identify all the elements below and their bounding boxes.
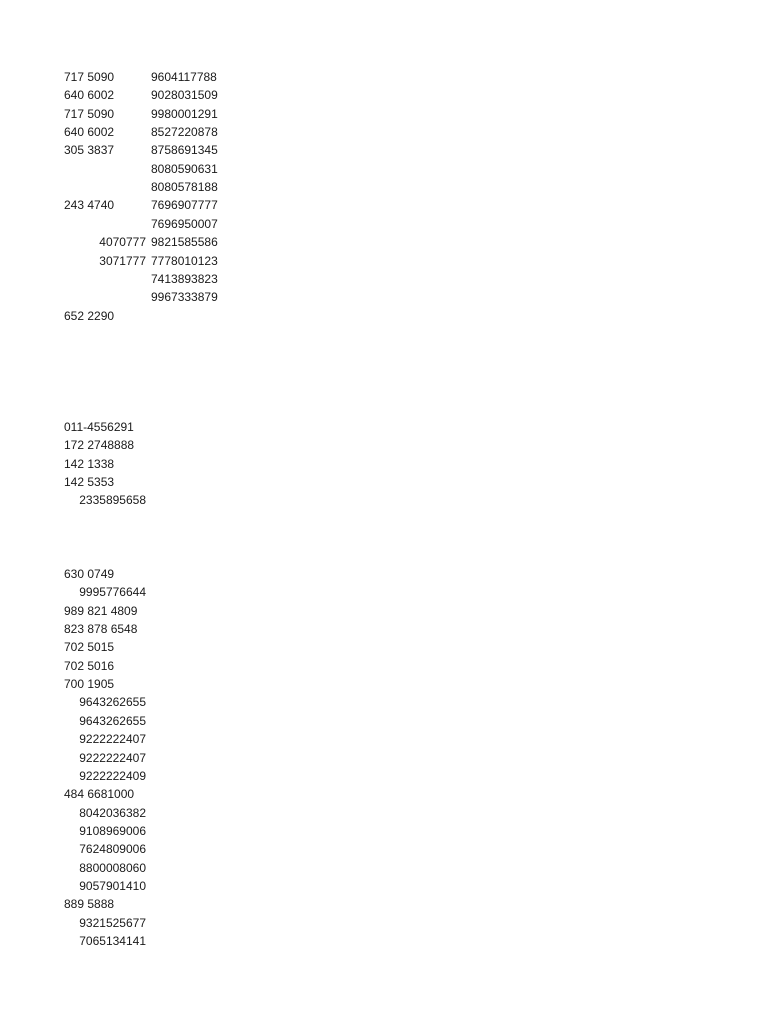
cell-phone-a[interactable]: 172 2748888: [64, 438, 135, 453]
cell-phone-a[interactable]: 9222222409: [79, 768, 146, 783]
cell-phone-a[interactable]: 9057901410: [79, 878, 146, 893]
cell-phone-a[interactable]: 9995776644: [79, 585, 146, 600]
cell-phone-a[interactable]: 989 821 4809: [64, 603, 138, 618]
cell-phone-a[interactable]: 9108969006: [79, 823, 146, 838]
cell-phone-a[interactable]: 9222222407: [79, 750, 146, 765]
cell-phone-a[interactable]: 630 0749: [64, 567, 115, 581]
cell-phone-a[interactable]: 9321525677: [79, 915, 146, 930]
cell-phone-b[interactable]: 7696950007: [151, 216, 218, 231]
cell-phone-a[interactable]: 142 5353: [64, 475, 115, 490]
cell-phone-b[interactable]: 9604117788: [151, 70, 217, 84]
cell-phone-b[interactable]: 9028031509: [151, 88, 218, 103]
cell-phone-b[interactable]: 7696907777: [151, 198, 218, 213]
cell-phone-a[interactable]: 305 3837: [64, 143, 115, 158]
cell-phone-b[interactable]: 8080578188: [151, 180, 218, 195]
cell-phone-a[interactable]: 640 6002: [64, 125, 115, 140]
cell-phone-a[interactable]: 702 5016: [64, 658, 115, 673]
cell-phone-a[interactable]: 823 878 6548: [64, 622, 138, 637]
cell-phone-a[interactable]: 889 5888: [64, 897, 115, 912]
cell-phone-b[interactable]: 9967333879: [151, 290, 218, 305]
cell-phone-a[interactable]: 3071777: [99, 253, 146, 268]
cell-phone-a[interactable]: 011-4556291: [64, 420, 134, 434]
cell-phone-a[interactable]: 484 6681000: [64, 787, 135, 802]
cell-phone-a[interactable]: 717 5090: [64, 106, 115, 121]
cell-phone-b[interactable]: 8527220878: [151, 125, 218, 140]
cell-phone-a[interactable]: 700 1905: [64, 677, 115, 692]
cell-phone-a[interactable]: 702 5015: [64, 640, 115, 655]
cell-phone-a[interactable]: 2335895658: [79, 493, 146, 508]
cell-phone-a[interactable]: 652 2290: [64, 308, 115, 323]
cell-phone-a[interactable]: 4070777: [99, 235, 146, 250]
cell-phone-a[interactable]: 8800008060: [79, 860, 146, 875]
cell-phone-b[interactable]: 8080590631: [151, 161, 218, 176]
cell-phone-b[interactable]: 7778010123: [151, 253, 218, 268]
cell-phone-a[interactable]: 9222222407: [79, 732, 146, 747]
cell-phone-b[interactable]: 8758691345: [151, 143, 218, 158]
cell-phone-a[interactable]: 8042036382: [79, 805, 146, 820]
cell-phone-a[interactable]: 9643262655: [79, 713, 146, 728]
cell-phone-a[interactable]: 7624809006: [79, 842, 146, 857]
cell-phone-b[interactable]: 7413893823: [151, 271, 218, 286]
cell-phone-a[interactable]: 243 4740: [64, 198, 115, 213]
cell-phone-a[interactable]: 9643262655: [79, 695, 146, 710]
cell-phone-a[interactable]: 7065134141: [79, 934, 146, 948]
cell-phone-b[interactable]: 9821585586: [151, 235, 218, 250]
cell-phone-a[interactable]: 142 1338: [64, 456, 115, 471]
cell-phone-b[interactable]: 9980001291: [151, 106, 218, 121]
cell-phone-a[interactable]: 717 5090: [64, 70, 115, 84]
cell-phone-a[interactable]: 640 6002: [64, 88, 115, 103]
